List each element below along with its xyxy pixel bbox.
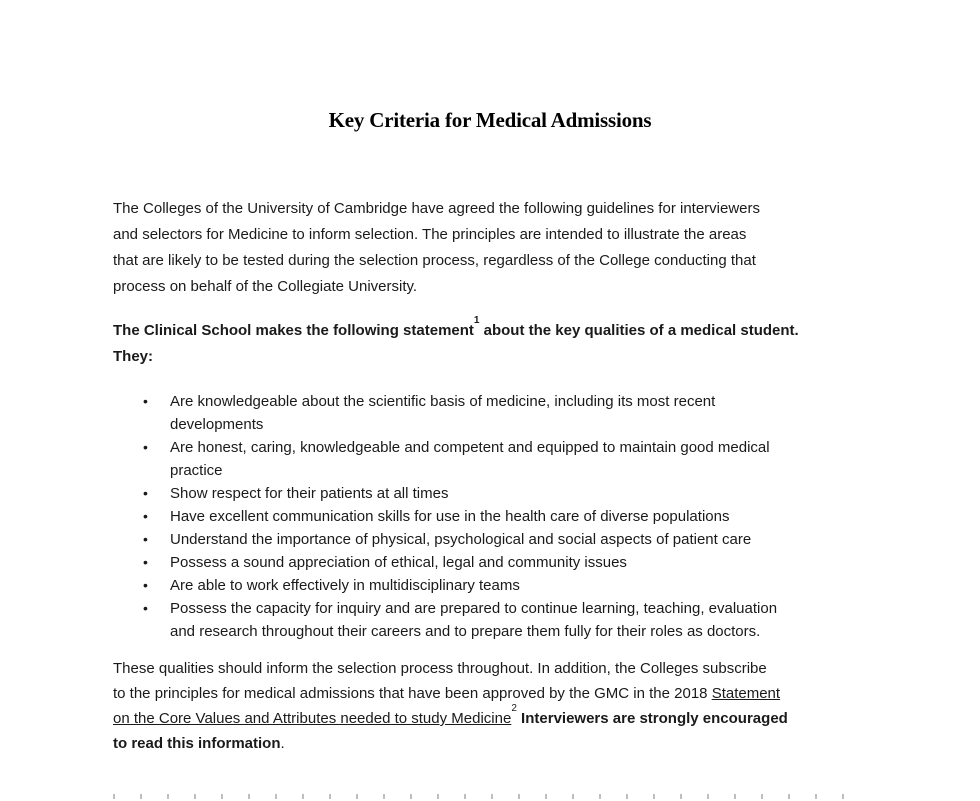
bullet-line: Are knowledgeable about the scientific basis of medicine, including its most recent	[170, 393, 716, 410]
bullet-marker: •	[143, 508, 148, 524]
bullet-line: and research throughout their careers and to prepare them fully for their roles as doctors.	[170, 623, 761, 640]
clinical-school-statement	[113, 315, 865, 370]
bullet-line: practice	[170, 462, 223, 479]
bullet-marker: •	[143, 531, 148, 547]
bullet-item	[143, 551, 865, 574]
statement-line	[113, 315, 865, 344]
closing-bold-text: to read this information	[113, 735, 281, 752]
closing-line	[113, 703, 865, 731]
footnote-ref-2: 2	[511, 703, 517, 714]
bullet-item	[143, 390, 865, 436]
clipped-next-line	[113, 794, 862, 799]
statement-link-part1[interactable]: Statement	[711, 685, 781, 702]
intro-line: that are likely to be tested during the selection process, regardless of the College conducting that	[113, 252, 756, 269]
intro-line: process on behalf of the Collegiate University.	[113, 278, 418, 295]
bullet-marker: •	[143, 554, 148, 570]
bullet-item	[143, 482, 865, 505]
bullet-marker: •	[143, 439, 148, 455]
closing-line: These qualities should inform the selection process throughout. In addition, the Colleges subscribe	[113, 660, 767, 677]
bullet-item	[143, 574, 865, 597]
closing-line2-text: to the principles for medical admissions that have been approved by the GMC in the 2018	[113, 685, 712, 702]
closing-line	[113, 681, 865, 706]
bullet-marker: •	[143, 393, 148, 409]
bullet-item	[143, 528, 865, 551]
footnote-ref-1: 1	[473, 315, 480, 326]
bullet-line: Have excellent communication skills for use in the health care of diverse populations	[170, 508, 730, 525]
statement-lead-text: The Clinical School makes the following statement	[113, 322, 474, 339]
closing-period: .	[280, 735, 285, 752]
bullet-line: Understand the importance of physical, psychological and social aspects of patient care	[170, 531, 752, 548]
bullet-item	[143, 436, 865, 482]
document-title: Key Criteria for Medical Admissions	[328, 108, 652, 132]
bullet-item	[143, 597, 865, 643]
closing-line	[113, 731, 865, 756]
bullet-line: Show respect for their patients at all times	[170, 485, 449, 502]
closing-paragraph	[113, 656, 865, 756]
bullet-line: Possess a sound appreciation of ethical, legal and community issues	[170, 554, 627, 571]
bullet-line: developments	[170, 416, 264, 433]
bullet-marker: •	[143, 600, 148, 616]
closing-bold-text: Interviewers are strongly encouraged	[516, 710, 788, 727]
bullet-line: Are able to work effectively in multidisciplinary teams	[170, 577, 520, 594]
statement-link-part2[interactable]: on the Core Values and Attributes needed to study Medicine	[113, 710, 512, 727]
intro-paragraph	[113, 196, 865, 300]
bullet-marker: •	[143, 485, 148, 501]
bullet-line: Possess the capacity for inquiry and are prepared to continue learning, teaching, evaluation	[170, 600, 778, 617]
bullet-line: Are honest, caring, knowledgeable and competent and equipped to maintain good medical	[170, 439, 770, 456]
statement-rest-text: about the key qualities of a medical student.	[479, 322, 799, 339]
intro-line: The Colleges of the University of Cambridge have agreed the following guidelines for interviewers	[113, 200, 761, 217]
statement-line: They:	[113, 348, 154, 365]
bullet-item	[143, 505, 865, 528]
qualities-bullet-list	[143, 390, 865, 643]
intro-line: and selectors for Medicine to inform selection. The principles are intended to illustrate the areas	[113, 226, 747, 243]
bullet-marker: •	[143, 577, 148, 593]
